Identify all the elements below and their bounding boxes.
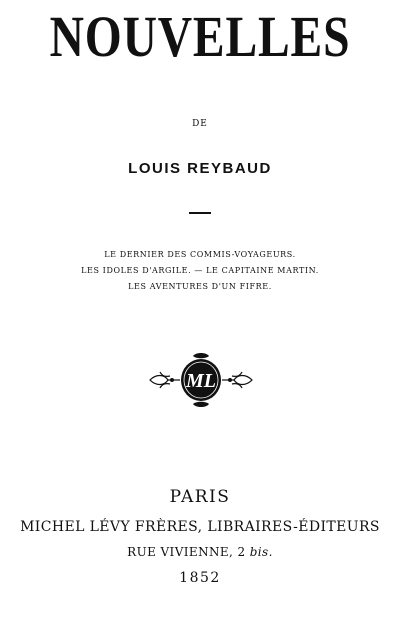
contents-item: LE DERNIER DES COMMIS-VOYAGEURS. xyxy=(104,250,296,259)
address-suffix: bis. xyxy=(249,545,273,559)
publication-year: 1852 xyxy=(179,570,221,586)
contents-item: LES AVENTURES D'UN FIFRE. xyxy=(128,282,272,291)
publisher-name: MICHEL LÉVY FRÈRES, LIBRAIRES-ÉDITEURS xyxy=(20,519,380,535)
address-text: RUE VIVIENNE, 2 xyxy=(127,545,246,559)
publisher-address xyxy=(0,545,400,559)
contents-list xyxy=(0,247,400,295)
book-title: NOUVELLES xyxy=(49,4,351,69)
by-word: DE xyxy=(192,119,208,129)
publication-place: PARIS xyxy=(169,487,231,507)
author-name: LOUIS REYBAUD xyxy=(128,160,272,177)
publisher-monogram-icon xyxy=(146,350,256,410)
contents-item: LES IDOLES D'ARGILE. — LE CAPITAINE MARTIN. xyxy=(81,266,319,275)
svg-text:ML: ML xyxy=(186,370,216,392)
divider-rule xyxy=(189,212,211,214)
